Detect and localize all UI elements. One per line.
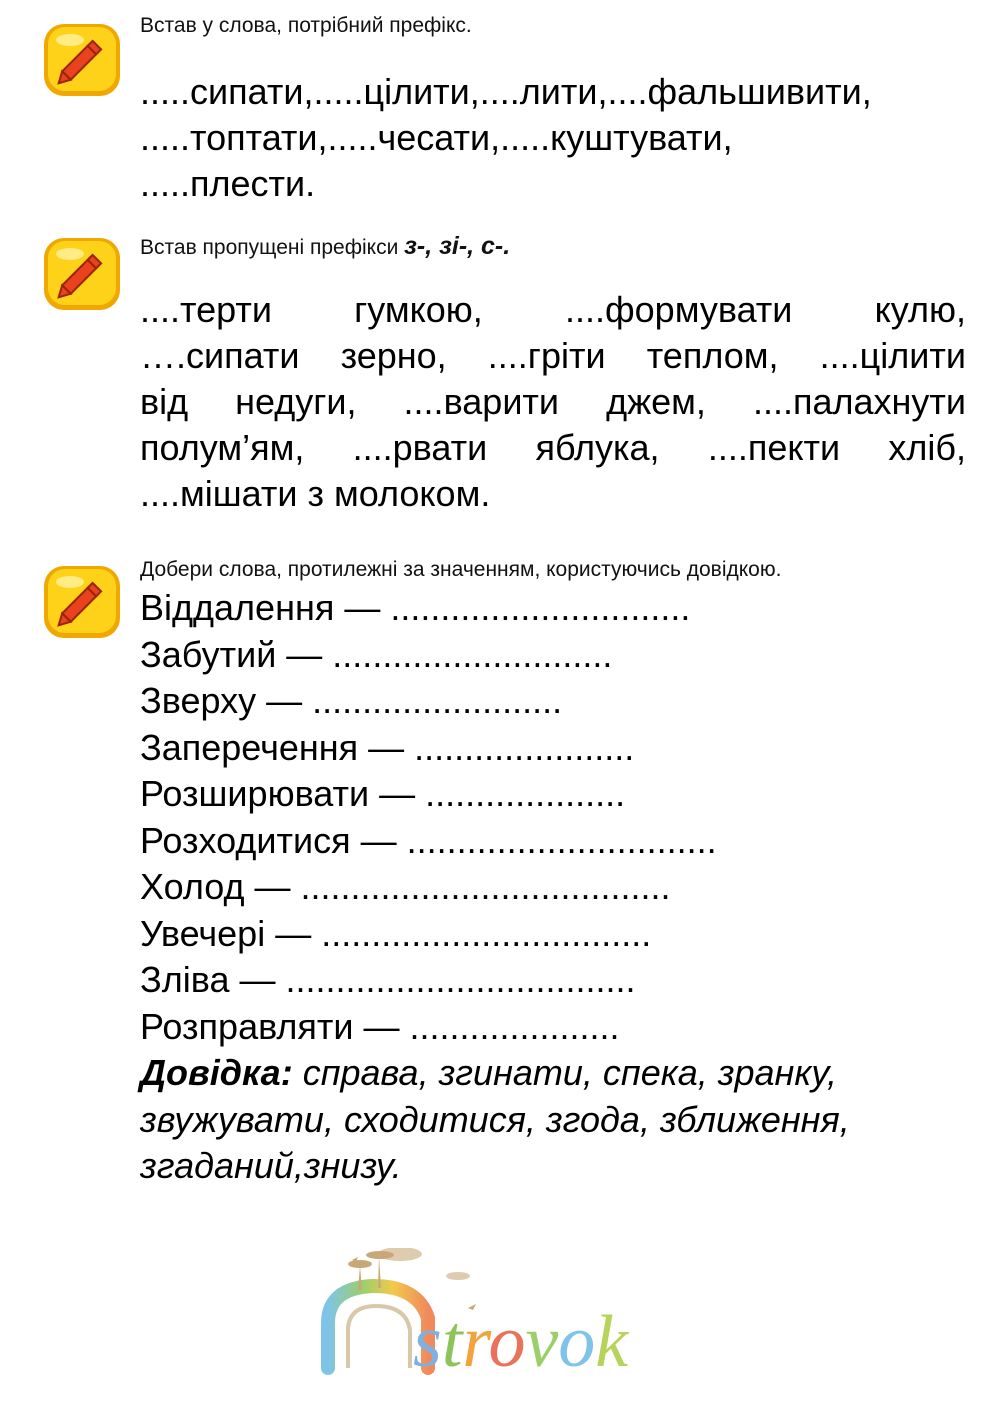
antonym-item: Холод — .....................................	[140, 866, 671, 907]
pencil-badge-icon	[40, 18, 124, 102]
task1-line: .....сипати,.....цілити,....лити,....фальшивити,	[140, 71, 872, 112]
antonym-item: Забутий — ............................	[140, 633, 613, 675]
antonym-item: Заперечення — ......................	[140, 726, 635, 768]
antonym-item: Розходитися — ...............................	[140, 819, 717, 861]
task2-line: ....мішати з молоком.	[140, 473, 491, 514]
antonym-item: Розширювати — ....................	[140, 773, 626, 814]
antonym-item: Зверху — .........................	[140, 680, 563, 721]
reference-block	[140, 1050, 960, 1190]
antonym-item: Зліва — ...................................	[140, 959, 636, 1000]
task1-instruction: Встав у слова, потрібний префікс.	[140, 14, 472, 37]
task2-prefixes: з-, зі-, с-.	[404, 232, 511, 260]
logo-text: strovok	[413, 1301, 629, 1383]
reference-text: справа, згинати, спека, зранку, звужувати, сходитися, згода, зближення, згаданий,знизу.	[140, 1052, 850, 1186]
reference-label: Довідка:	[140, 1052, 293, 1093]
island-logo-icon	[318, 1248, 758, 1388]
task2-line: ….сипати зерно, ....гріти теплом, ....цілити	[140, 335, 966, 376]
pencil-badge-icon	[40, 232, 124, 316]
ostrovok-logo	[318, 1248, 758, 1388]
task2-instruction-text: Встав пропущені префікси	[140, 236, 405, 259]
task3-instruction: Добери слова, протилежні за значенням, користуючись довідкою.	[140, 558, 782, 581]
antonym-item: Віддалення — ..............................	[140, 587, 691, 628]
task2-instruction	[140, 232, 510, 261]
antonym-list	[140, 585, 717, 1050]
task1-line: .....плести.	[140, 163, 316, 204]
task2-exercise	[140, 287, 966, 517]
task2-line: полум’ям, ....рвати яблука, ....пекти хліб,	[140, 427, 966, 468]
task1-exercise	[140, 69, 872, 207]
task1-line: .....топтати,.....чесати,.....куштувати,	[140, 117, 733, 158]
task2-line: ....терти гумкою, ....формувати кулю,	[140, 289, 966, 330]
pencil-badge-icon	[40, 560, 124, 644]
task2-line: від недуги, ....варити джем, ....палахнути	[140, 381, 966, 422]
antonym-item: Розправляти — .....................	[140, 1005, 620, 1047]
antonym-item: Увечері — .................................	[140, 912, 652, 954]
